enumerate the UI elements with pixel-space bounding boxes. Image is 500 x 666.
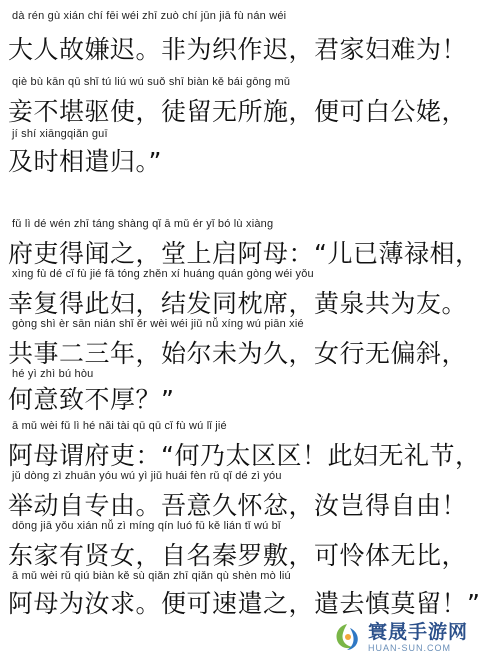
watermark-name: 寰晟手游网	[368, 620, 469, 643]
pinyin-line: dōng jiā yǒu xián nǚ zì míng qín luó fū kě lián tǐ wú bǐ	[12, 520, 281, 532]
pinyin-line: jí shí xiāngqiǎn guī	[12, 128, 108, 140]
pinyin-line: gòng shì èr sān nián shǐ ěr wèi wéi jiǔ nǚ xíng wú piān xié	[12, 318, 304, 330]
poem-line: 举动自专由。吾意久怀忿，汝岂得自由！	[8, 491, 468, 520]
site-watermark	[330, 616, 490, 658]
poem-line: 阿母为汝求。便可速遣之，遣去慎莫留！”	[8, 589, 481, 618]
poem-line: 妾不堪驱使，徒留无所施，便可白公姥，	[8, 97, 468, 126]
pinyin-line: fǔ lì dé wén zhī táng shàng qǐ ā mǔ ér yǐ bó lù xiàng	[12, 218, 274, 230]
poem-line: 阿母谓府吏：“何乃太区区！此妇无礼节，	[8, 441, 481, 470]
pinyin-line: jǔ dòng zì zhuān yóu wú yì jiǔ huái fèn rǔ qǐ dé zì yóu	[12, 470, 282, 482]
poem-line: 幸复得此妇，结发同枕席，黄泉共为友。	[8, 289, 468, 318]
poem-line: 东家有贤女，自名秦罗敷，可怜体无比，	[8, 541, 468, 570]
watermark-text	[368, 621, 468, 654]
poem-line: 何意致不厚？”	[8, 385, 175, 414]
pinyin-line: xìng fù dé cǐ fù jié fā tóng zhěn xí huáng quán gòng wéi yǒu	[12, 268, 314, 280]
pinyin-line: hé yì zhì bú hòu	[12, 368, 94, 380]
poem-line: 共事二三年，始尔未为久，女行无偏斜，	[8, 339, 468, 368]
pinyin-line: dà rén gù xián chí fēi wéi zhī zuò chí jūn jiā fù nán wéi	[12, 10, 287, 22]
pinyin-line: qiè bù kān qū shǐ tú liú wú suǒ shī biàn kě bái gōng mǔ	[12, 76, 291, 88]
watermark-url: HUAN-SUN.COM	[368, 642, 451, 653]
poem-line: 及时相遣归。”	[8, 147, 162, 176]
pinyin-line: ā mǔ wèi fǔ lì hé nǎi tài qū qū cǐ fù wú lǐ jié	[12, 420, 227, 432]
pinyin-line: ā mǔ wèi rǔ qiú biàn kě sù qiǎn zhī qiǎn qù shèn mò liú	[12, 570, 291, 582]
leaf-swirl-logo-icon	[330, 620, 364, 654]
poem-line: 府吏得闻之，堂上启阿母：“儿已薄禄相，	[8, 239, 481, 268]
poem-line: 大人故嫌迟。非为织作迟，君家妇难为！	[8, 35, 468, 64]
